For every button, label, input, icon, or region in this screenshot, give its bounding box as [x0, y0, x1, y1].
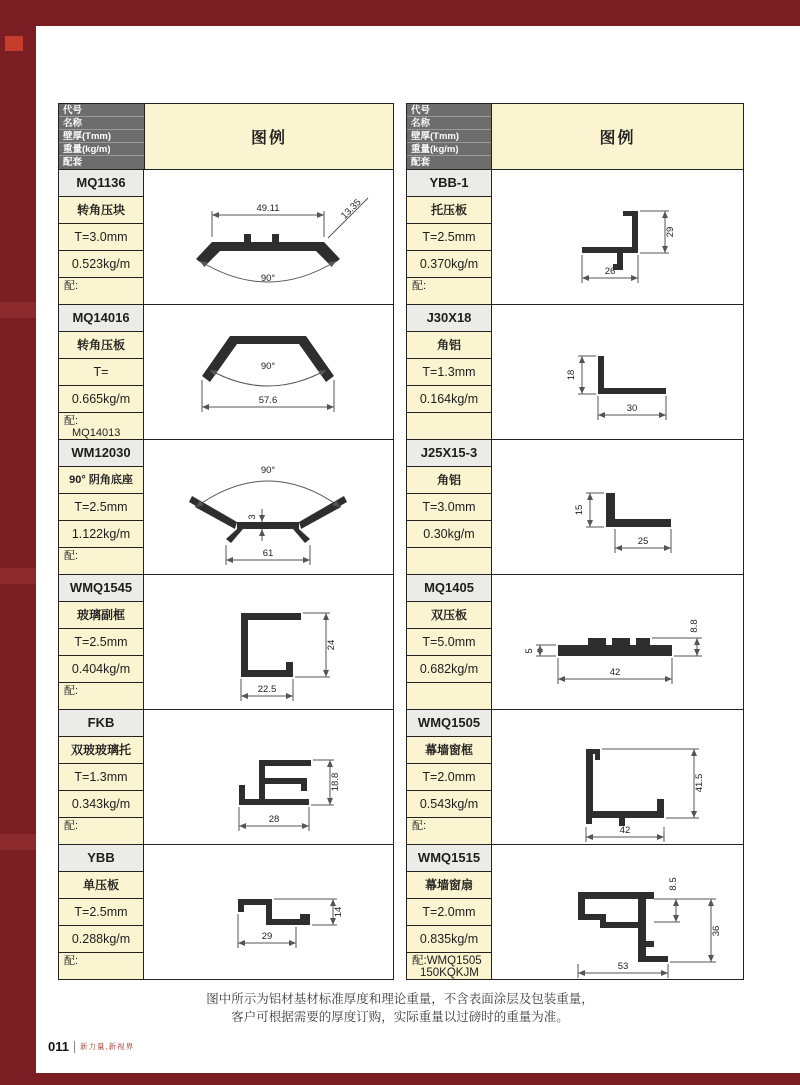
dim-label: 53	[617, 960, 629, 972]
header-name: 名称	[407, 117, 491, 130]
dim-label: 30	[626, 402, 638, 414]
product-match	[59, 818, 143, 844]
product-block	[59, 574, 393, 709]
dim-label: 3	[247, 513, 258, 520]
product-block	[59, 169, 393, 304]
dim-label: 90°	[260, 360, 276, 372]
profile-diagram	[491, 305, 743, 439]
product-code: WMQ1505	[407, 710, 491, 737]
profile-drawing-wmq1515	[492, 846, 743, 979]
product-thickness: T=3.0mm	[59, 224, 143, 251]
product-block	[59, 844, 393, 979]
profile-drawing-wmq1545	[144, 576, 393, 709]
profile-drawing-fkb	[144, 711, 393, 844]
page-edge-left	[0, 0, 36, 1085]
dim-label: 36	[711, 925, 722, 936]
product-block	[407, 709, 743, 844]
product-thickness: T=2.5mm	[59, 899, 143, 926]
dim-label: 90°	[260, 464, 276, 476]
header-legend: 图例	[491, 104, 743, 169]
match-line1: 配:	[64, 415, 79, 427]
match-line1: 配:	[64, 280, 79, 292]
dim-label: 61	[262, 547, 274, 559]
product-name: 玻璃副框	[59, 602, 143, 629]
dim-label: 57.6	[258, 394, 278, 406]
footnote	[0, 990, 800, 1026]
product-code: MQ1136	[59, 170, 143, 197]
product-block	[407, 439, 743, 574]
product-weight: 0.665kg/m	[59, 386, 143, 413]
match-line1: 配:	[412, 280, 427, 292]
header-weight: 重量(kg/m)	[59, 143, 144, 156]
product-match	[407, 818, 491, 844]
page-edge-bottom	[0, 1073, 800, 1085]
product-weight: 0.523kg/m	[59, 251, 143, 278]
product-thickness: T=2.0mm	[407, 764, 491, 791]
header-match: 配套	[407, 156, 491, 169]
product-name: 幕墙窗扇	[407, 872, 491, 899]
dim-label: 14	[333, 906, 344, 917]
page-edge-segment	[0, 834, 36, 850]
product-weight: 0.835kg/m	[407, 926, 491, 953]
match-line2: 150KQKJM	[420, 967, 479, 979]
profile-diagram	[143, 305, 393, 439]
profile-drawing-wmq1505	[492, 711, 743, 844]
dim-label: 8.5	[668, 876, 679, 891]
dim-label: 25	[637, 535, 649, 547]
page-edge-segment	[0, 568, 36, 584]
product-match	[407, 548, 491, 574]
match-line1: 配:	[64, 685, 79, 697]
profile-drawing-mq1136	[144, 171, 393, 304]
product-name: 角铝	[407, 332, 491, 359]
page-number: 011	[48, 1039, 69, 1054]
header-name: 名称	[59, 117, 144, 130]
profile-drawing-wm12030	[144, 441, 393, 574]
profile-diagram	[143, 575, 393, 709]
footnote-line2: 客户可根据需要的厚度订购，实际重量以过磅时的重量为准。	[231, 1010, 569, 1024]
dim-label: 26	[604, 265, 616, 277]
dim-label: 18.8	[330, 772, 341, 791]
dim-label: 13.35	[338, 196, 364, 222]
product-weight: 1.122kg/m	[59, 521, 143, 548]
product-weight: 0.288kg/m	[59, 926, 143, 953]
product-match	[407, 278, 491, 304]
product-block	[407, 169, 743, 304]
product-match	[407, 413, 491, 439]
table-header	[407, 104, 743, 169]
product-match	[407, 683, 491, 709]
product-thickness: T=2.0mm	[407, 899, 491, 926]
product-code: J30X18	[407, 305, 491, 332]
profile-drawing-mq1405	[492, 576, 743, 709]
product-block	[407, 304, 743, 439]
product-match	[59, 683, 143, 709]
product-name: 单压板	[59, 872, 143, 899]
product-match	[59, 548, 143, 574]
header-weight: 重量(kg/m)	[407, 143, 491, 156]
product-thickness: T=2.5mm	[59, 494, 143, 521]
product-thickness: T=1.3mm	[407, 359, 491, 386]
profile-diagram	[491, 845, 743, 979]
profile-diagram	[491, 170, 743, 304]
page-footer	[48, 1039, 134, 1054]
profile-diagram	[491, 710, 743, 844]
dim-label: 22.5	[257, 683, 277, 695]
product-thickness: T=1.3mm	[59, 764, 143, 791]
header-match: 配套	[59, 156, 144, 169]
dim-label: 8.8	[689, 618, 700, 633]
product-weight: 0.543kg/m	[407, 791, 491, 818]
product-weight: 0.682kg/m	[407, 656, 491, 683]
profile-drawing-j30x18	[492, 306, 743, 439]
product-code: WMQ1515	[407, 845, 491, 872]
product-name: 托压板	[407, 197, 491, 224]
profile-diagram	[143, 710, 393, 844]
product-code: FKB	[59, 710, 143, 737]
footer-slogan: 新力量,新视界	[79, 1042, 135, 1051]
product-name: 角铝	[407, 467, 491, 494]
product-match	[59, 413, 143, 439]
dim-label: 29	[261, 930, 273, 942]
dim-label: 18	[566, 369, 577, 380]
match-line1: 配:	[64, 820, 79, 832]
profile-diagram	[143, 170, 393, 304]
match-line1: 配:	[412, 820, 427, 832]
right-profile-table	[406, 103, 744, 980]
product-name: 转角压块	[59, 197, 143, 224]
dim-label: 15	[574, 504, 585, 515]
footnote-line1: 图中所示为铝材基材标准厚度和理论重量，不含表面涂层及包装重量，	[206, 992, 594, 1006]
profile-drawing-j25x15-3	[492, 441, 743, 574]
product-name: 幕墙窗框	[407, 737, 491, 764]
product-weight: 0.343kg/m	[59, 791, 143, 818]
dim-label: 24	[326, 639, 337, 650]
product-code: MQ1405	[407, 575, 491, 602]
product-code: MQ14016	[59, 305, 143, 332]
left-profile-table	[58, 103, 394, 980]
product-thickness: T=2.5mm	[407, 224, 491, 251]
match-line1: 配:WMQ1505	[412, 955, 482, 967]
profile-drawing-mq14016	[144, 306, 393, 439]
header-code: 代号	[59, 104, 144, 117]
product-block	[59, 709, 393, 844]
product-weight: 0.370kg/m	[407, 251, 491, 278]
product-block	[407, 844, 743, 979]
table-header	[59, 104, 393, 169]
header-legend: 图例	[144, 104, 393, 169]
match-line1: 配:	[64, 550, 79, 562]
dim-label: 41.5	[694, 773, 705, 792]
dim-label: 49.11	[256, 202, 280, 214]
product-name: 双压板	[407, 602, 491, 629]
product-weight: 0.30kg/m	[407, 521, 491, 548]
product-name: 双玻玻璃托	[59, 737, 143, 764]
profile-drawing-ybb-1	[492, 171, 743, 304]
product-thickness: T=2.5mm	[59, 629, 143, 656]
footer-divider	[74, 1041, 75, 1053]
dim-label: 42	[609, 666, 621, 678]
header-thickness: 壁厚(Tmm)	[59, 130, 144, 143]
product-thickness: T=5.0mm	[407, 629, 491, 656]
dim-label: 28	[268, 813, 280, 825]
header-code: 代号	[407, 104, 491, 117]
product-block	[59, 304, 393, 439]
dim-label: 90°	[260, 272, 276, 284]
product-code: YBB	[59, 845, 143, 872]
dim-label: 5	[524, 647, 535, 654]
match-line2: MQ14013	[72, 427, 121, 439]
product-thickness: T=	[59, 359, 143, 386]
product-code: WMQ1545	[59, 575, 143, 602]
product-weight: 0.404kg/m	[59, 656, 143, 683]
header-thickness: 壁厚(Tmm)	[407, 130, 491, 143]
match-line1: 配:	[64, 955, 79, 967]
page-edge-segment	[0, 302, 36, 318]
profile-diagram	[491, 575, 743, 709]
product-weight: 0.164kg/m	[407, 386, 491, 413]
product-block	[407, 574, 743, 709]
product-code: J25X15-3	[407, 440, 491, 467]
product-code: WM12030	[59, 440, 143, 467]
product-match	[59, 953, 143, 979]
profile-diagram	[143, 440, 393, 574]
product-code: YBB-1	[407, 170, 491, 197]
dim-label: 42	[619, 824, 631, 836]
page-edge-index-tab	[5, 36, 23, 51]
product-name: 转角压板	[59, 332, 143, 359]
product-block	[59, 439, 393, 574]
product-name: 90° 阴角底座	[59, 467, 143, 494]
dim-label: 29	[665, 226, 676, 237]
product-thickness: T=3.0mm	[407, 494, 491, 521]
profile-diagram	[491, 440, 743, 574]
product-match	[59, 278, 143, 304]
page-edge-top	[0, 0, 800, 26]
profile-diagram	[143, 845, 393, 979]
product-match	[407, 953, 491, 979]
profile-drawing-ybb	[144, 846, 393, 979]
